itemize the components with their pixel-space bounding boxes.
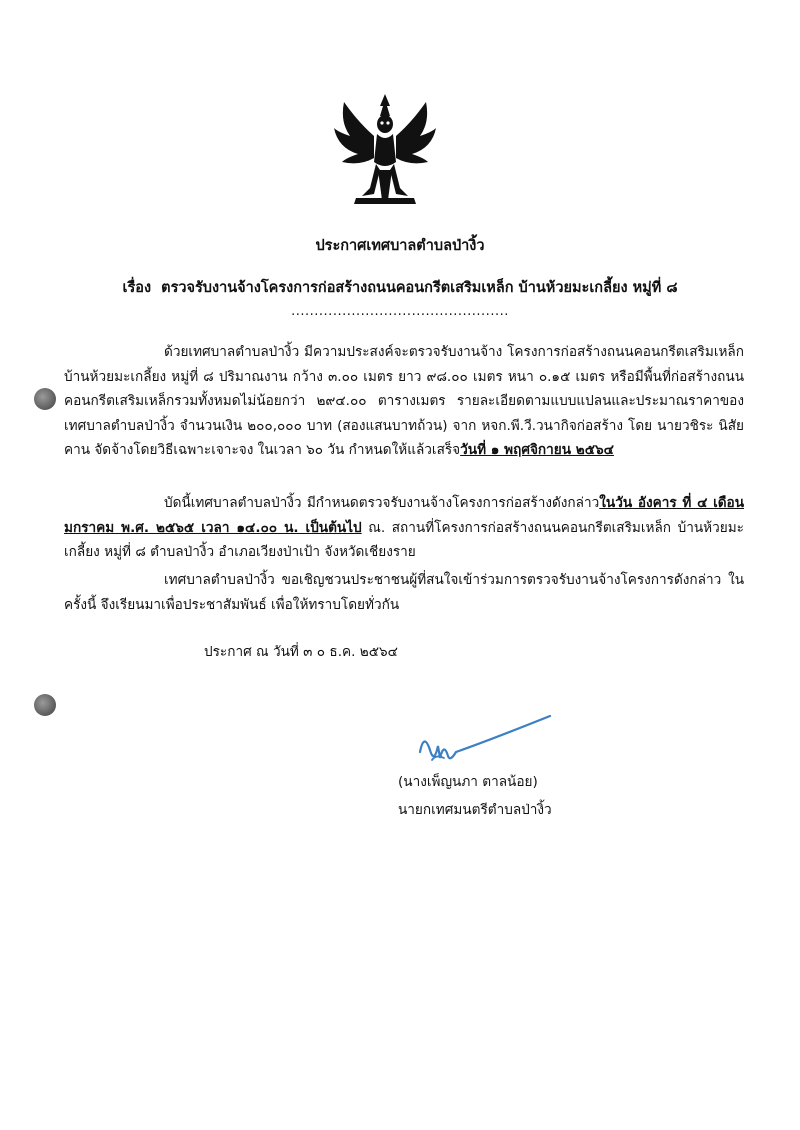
completion-date: วันที่ ๑ พฤศจิกายน ๒๕๖๔ — [460, 442, 614, 458]
signer-position: นายกเทศมนตรีตำบลป่างิ้ว — [398, 802, 552, 818]
paragraph-1 — [64, 340, 744, 463]
garuda-emblem-icon — [330, 92, 440, 212]
paragraph-2-text: บัดนี้เทศบาลตำบลป่างิ้ว มีกำหนดตรวจรับงานจ้างโครงการก่อสร้างดังกล่าว — [164, 495, 600, 511]
punch-hole-top — [34, 388, 56, 410]
paragraph-3: เทศบาลตำบลป่างิ้ว ขอเชิญชวนประชาชนผู้ที่สนใจเข้าร่วมการตรวจรับงานจ้างโครงการดังกล่าว ในครั้งนี้ จึงเรียนมาเพื่อประชาสัมพันธ์ เพื่อให้ทราบโดยทั่วกัน — [64, 572, 744, 613]
page-title: ประกาศเทศบาลตำบลป่างิ้ว — [315, 238, 485, 254]
subject-label: เรื่อง — [122, 280, 152, 296]
divider: ............................................... — [291, 304, 509, 319]
inspection-date: ในวัน อังคาร ที่ ๔ เดือน มกราคม พ.ศ. ๒๕๖๕ เวลา ๑๔.๐๐ น. เป็นต้นไป — [64, 495, 744, 536]
subject-line — [0, 276, 800, 299]
inspection-location: ณ. สถานที่โครงการก่อสร้างถนนคอนกรีตเสริมเหล็ก บ้านห้วยมะเกลี้ยง หมู่ที่ ๘ ตำบลป่างิ้ว อำเภอเวียงป่าเป้า จังหวัดเชียงราย — [64, 519, 744, 560]
paragraph-1-text: ด้วยเทศบาลตำบลป่างิ้ว มีความประสงค์จะตรวจรับงานจ้าง โครงการก่อสร้างถนนคอนกรีตเสริมเหล็ก บ้านห้วยมะเกลี้ยง หมู่ที่ ๘ ปริมาณงาน กว้าง ๓.๐๐ เมตร ยาว ๙๘.๐๐ เมตร หนา ๐.๑๕ เมตร หรือมีพื้นที่ก่อสร้างถนนคอนกรีตเสริมเหล็กรวมทั้งหมดไม่น้อยกว่า ๒๙๔.๐๐ ตารางเมตร รายละเอียดตามแบบแปลนและประมาณราคาของเทศบาลตำบลป่างิ้ว จำนวนเงิน ๒๐๐,๐๐๐ บาท (สองแสนบาทถ้วน) จาก หจก.พี.วี.วนากิจก่อสร้าง โดย นายวชิระ นิสัยคาน จัดจ้างโดยวิธีเฉพาะเจาะจง ในเวลา ๖๐ วัน กำหนดให้แล้วเสร็จ — [64, 344, 744, 458]
paragraph-2 — [64, 491, 744, 565]
signature-icon — [410, 712, 570, 772]
subject-text: ตรวจรับงานจ้างโครงการก่อสร้างถนนคอนกรีตเสริมเหล็ก บ้านห้วยมะเกลี้ยง หมู่ที่ ๘ — [161, 280, 678, 296]
announcement-date: ประกาศ ณ วันที่ ๓ ๐ ธ.ค. ๒๕๖๔ — [204, 644, 398, 660]
signer-name: (นางเพ็ญนภา ตาลน้อย) — [398, 774, 538, 790]
punch-hole-bottom — [34, 694, 56, 716]
